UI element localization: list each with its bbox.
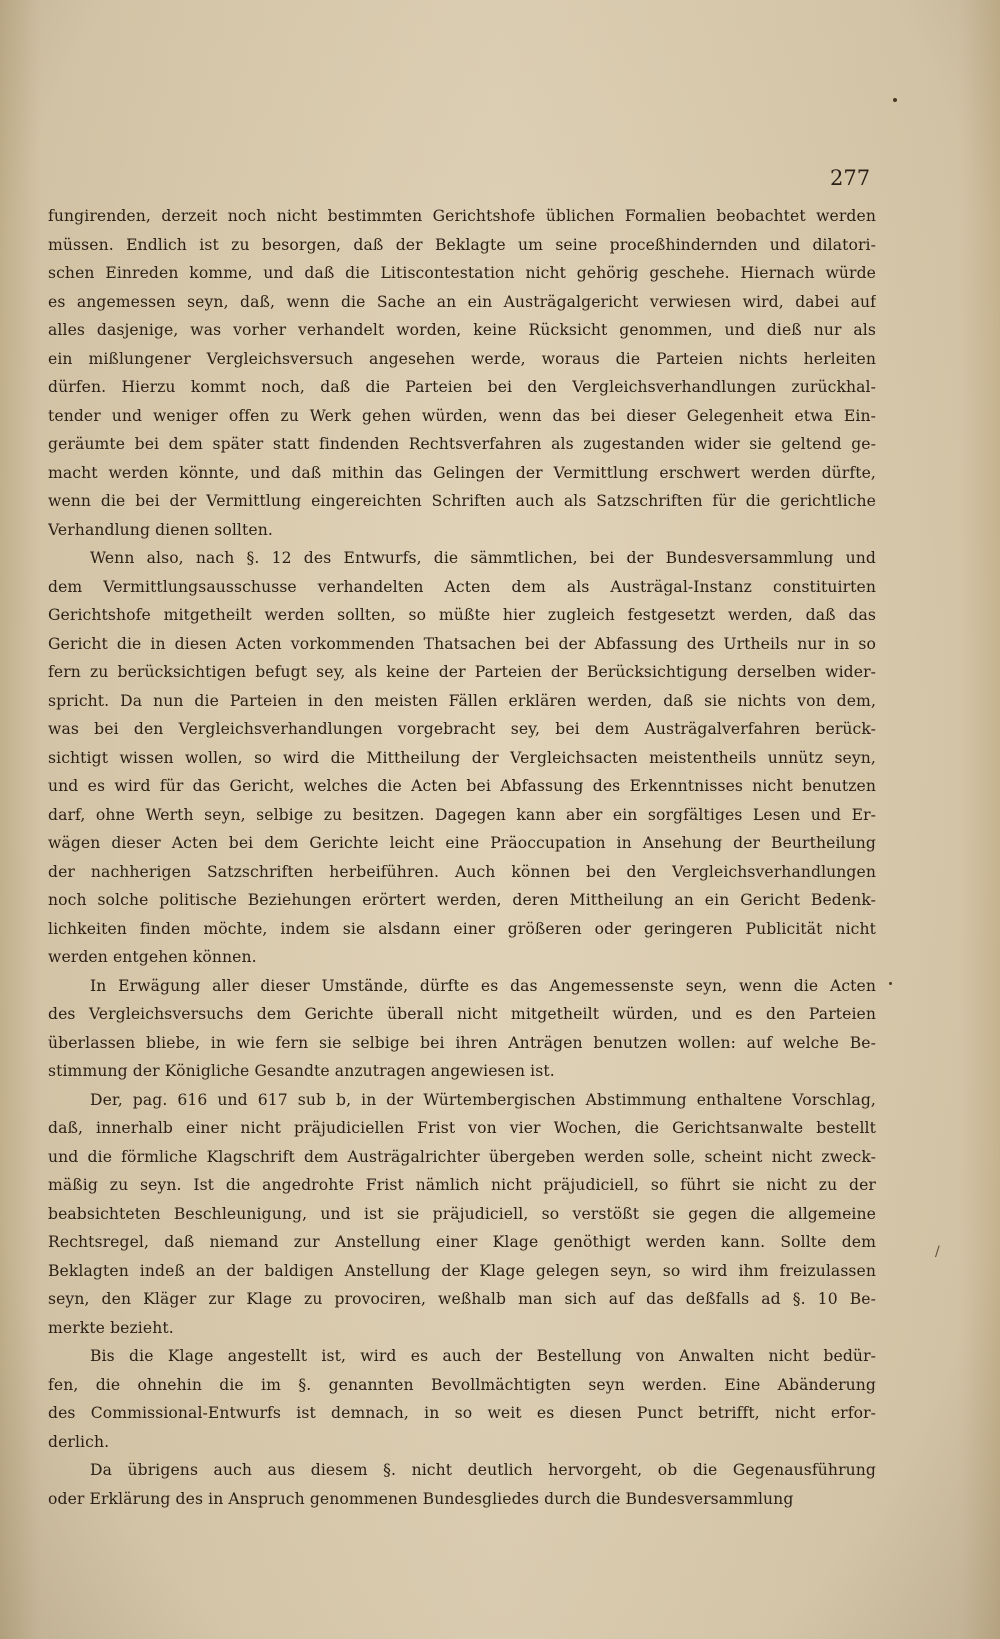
page-number: 277 (830, 166, 871, 190)
text-line: In Erwägung aller dieser Umstände, dürfte es das Angemessenste seyn, wenn die Acten (90, 976, 876, 995)
text-line: überlassen bliebe, in wie fern sie selbige bei ihren Anträgen benutzen wollen: auf welche Be- (48, 1033, 876, 1052)
text-line: beabsichteten Beschleunigung, und ist sie präjudiciell, so verstößt sie gegen die allgemeine (48, 1204, 876, 1223)
text-line: fen, die ohnehin die im §. genannten Bevollmächtigten seyn werden. Eine Abänderung (48, 1375, 876, 1394)
text-line: was bei den Vergleichsverhandlungen vorgebracht sey, bei dem Austrägalverfahren berück- (48, 720, 876, 738)
paragraph (48, 1342, 876, 1456)
paragraph (48, 202, 876, 544)
text-line: fern zu berücksichtigen befugt sey, als keine der Parteien der Berücksichtigung derselben wider- (48, 663, 876, 681)
text-line: der nachherigen Satzschriften herbeiführen. Auch können bei den Vergleichsverhandlungen (48, 862, 876, 881)
text-line: spricht. Da nun die Parteien in den meisten Fällen erklären werden, daß sie nichts von dem, (48, 691, 876, 710)
text-line: seyn, den Kläger zur Klage zu provociren, weßhalb man sich auf das deßfalls ad §. 10 Be- (48, 1290, 876, 1308)
text-line: dürfen. Hierzu kommt noch, daß die Parteien bei den Vergleichsverhandlungen zurückhal- (48, 378, 876, 396)
text-line: Der, pag. 616 und 617 sub b, in der Würtembergischen Abstimmung enthaltene Vorschlag, (90, 1090, 876, 1109)
text-line: des Commissional-Entwurfs ist demnach, in so weit es diesen Punct betrifft, nicht erfor- (48, 1404, 876, 1422)
text-line: des Vergleichsversuchs dem Gerichte überall nicht mitgetheilt würden, und es den Parteien (48, 1005, 876, 1023)
text-line: stimmung der Königliche Gesandte anzutragen angewiesen ist. (48, 1062, 555, 1080)
text-line: macht werden könnte, und daß mithin das Gelingen der Vermittlung erschwert werden dürfte, (48, 463, 876, 482)
text-line: Verhandlung dienen sollten. (48, 520, 273, 539)
paragraph (48, 544, 876, 972)
text-line: darf, ohne Werth seyn, selbige zu besitzen. Dagegen kann aber ein sorgfältiges Lesen und Er- (48, 805, 876, 824)
ink-speck (893, 98, 897, 102)
text-line: Beklagten indeß an der baldigen Anstellung der Klage gelegen seyn, so wird ihm freizulassen (48, 1261, 876, 1280)
text-line: werden entgehen können. (48, 948, 257, 966)
text-line: es angemessen seyn, daß, wenn die Sache an ein Austrägalgericht verwiesen wird, dabei auf (48, 292, 876, 311)
text-line: Bis die Klage angestellt ist, wird es auch der Bestellung von Anwalten nicht bedür- (90, 1347, 876, 1365)
text-line: Da übrigens auch aus diesem §. nicht deutlich hervorgeht, ob die Gegenausführung (90, 1461, 876, 1479)
text-line: merkte bezieht. (48, 1318, 174, 1337)
text-line: Wenn also, nach §. 12 des Entwurfs, die sämmtlichen, bei der Bundesversammlung und (90, 549, 876, 567)
text-line: schen Einreden komme, und daß die Litiscontestation nicht gehörig geschehe. Hiernach würde (48, 264, 876, 282)
margin-mark: / (935, 1244, 940, 1260)
text-line: derlich. (48, 1432, 110, 1451)
text-line: oder Erklärung des in Anspruch genommenen Bundesgliedes durch die Bundesversammlung (48, 1489, 794, 1508)
text-line: sichtigt wissen wollen, so wird die Mittheilung der Vergleichsacten meistentheils unnütz seyn, (48, 748, 876, 767)
ink-speck (889, 982, 892, 985)
text-line: Rechtsregel, daß niemand zur Anstellung einer Klage genöthigt werden kann. Sollte dem (48, 1233, 876, 1251)
text-line: wägen dieser Acten bei dem Gerichte leicht eine Präoccupation in Ansehung der Beurtheilung (48, 834, 876, 852)
text-line: Gericht die in diesen Acten vorkommenden Thatsachen bei der Abfassung des Urtheils nur in so (48, 634, 876, 653)
text-line: müssen. Endlich ist zu besorgen, daß der Beklagte um seine proceßhindernden und dilatori- (48, 235, 876, 254)
paragraph (48, 1456, 876, 1513)
text-line: dem Vermittlungsausschusse verhandelten Acten dem als Austrägal-Instanz constituirten (48, 577, 876, 596)
text-line: geräumte bei dem später statt findenden Rechtsverfahren als zugestanden wider sie geltend ge- (48, 435, 876, 453)
text-line: Gerichtshofe mitgetheilt werden sollten, so müßte hier zugleich festgesetzt werden, daß das (48, 606, 876, 624)
body-text (48, 202, 876, 1513)
text-line: und es wird für das Gericht, welches die Acten bei Abfassung des Erkenntnisses nicht benutzen (48, 777, 876, 795)
text-line: und die förmliche Klagschrift dem Austrägalrichter übergeben werden solle, scheint nicht zweck- (48, 1147, 876, 1166)
text-line: ein mißlungener Vergleichsversuch angesehen werde, woraus die Parteien nichts herleiten (48, 349, 876, 368)
paragraph (48, 1086, 876, 1343)
text-line: noch solche politische Beziehungen erörtert werden, deren Mittheilung an ein Gericht Bedenk- (48, 891, 876, 909)
text-line: wenn die bei der Vermittlung eingereichten Schriften auch als Satzschriften für die gerichtliche (48, 492, 876, 510)
paragraph (48, 972, 876, 1086)
text-line: tender und weniger offen zu Werk gehen würden, wenn das bei dieser Gelegenheit etwa Ein- (48, 406, 876, 425)
text-line: daß, innerhalb einer nicht präjudiciellen Frist von vier Wochen, die Gerichtsanwalte bestellt (48, 1119, 876, 1137)
text-line: mäßig zu seyn. Ist die angedrohte Frist nämlich nicht präjudiciell, so führt sie nicht zu der (48, 1176, 876, 1194)
text-line: alles dasjenige, was vorher verhandelt worden, keine Rücksicht genommen, und dieß nur als (48, 321, 876, 339)
text-line: fungirenden, derzeit noch nicht bestimmten Gerichtshofe üblichen Formalien beobachtet werden (48, 207, 876, 225)
text-line: lichkeiten finden möchte, indem sie alsdann einer größeren oder geringeren Publicität nicht (48, 919, 876, 938)
